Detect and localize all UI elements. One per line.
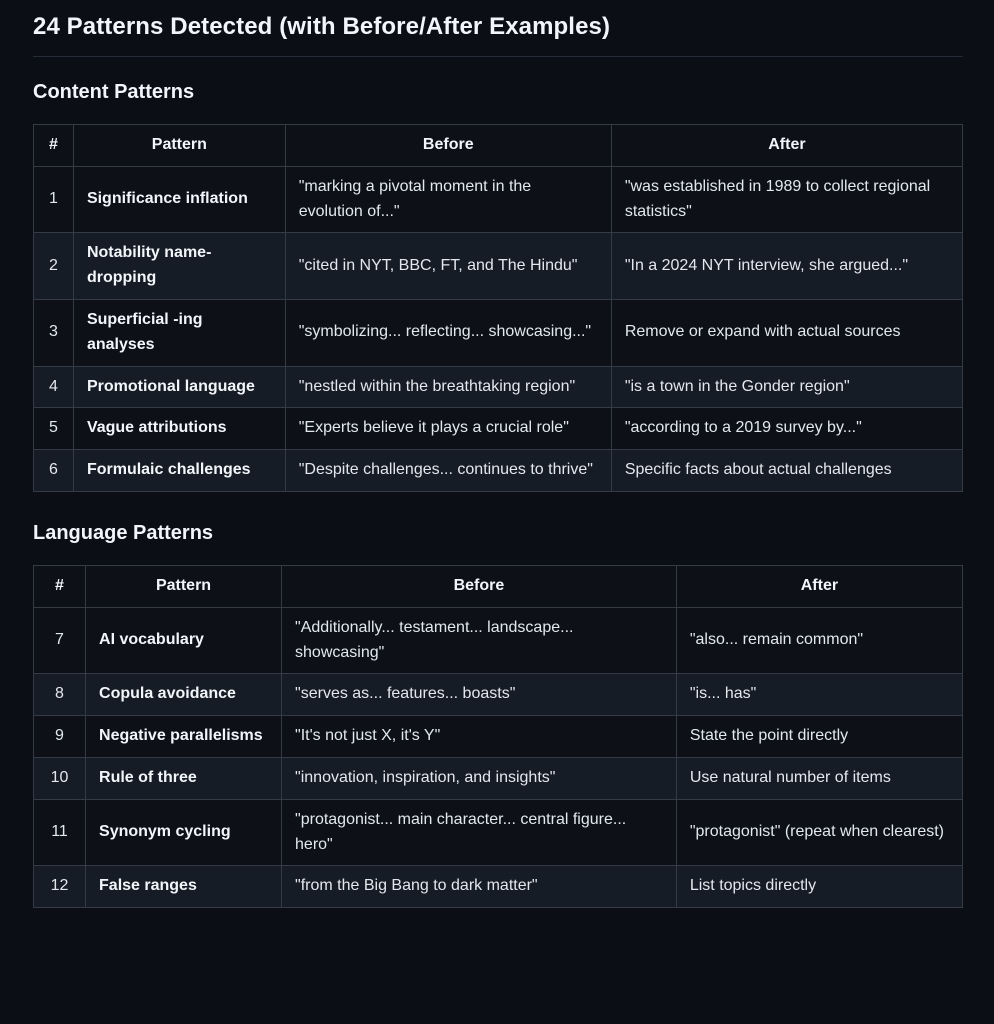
column-header-after: After	[611, 125, 962, 167]
row-number: 3	[34, 299, 74, 366]
after-cell: State the point directly	[676, 716, 962, 758]
row-number: 12	[34, 866, 86, 908]
row-number: 10	[34, 757, 86, 799]
language-patterns-table	[33, 565, 963, 908]
table-row	[34, 799, 963, 866]
table-row	[34, 408, 963, 450]
after-cell: "is... has"	[676, 674, 962, 716]
before-cell: "It's not just X, it's Y"	[282, 716, 677, 758]
row-number: 11	[34, 799, 86, 866]
column-header-number: #	[34, 125, 74, 167]
before-cell: "nestled within the breathtaking region"	[285, 366, 611, 408]
table-row	[34, 716, 963, 758]
table-row	[34, 299, 963, 366]
pattern-cell: Significance inflation	[73, 166, 285, 233]
after-cell: "In a 2024 NYT interview, she argued..."	[611, 233, 962, 300]
row-number: 6	[34, 450, 74, 492]
pattern-cell: AI vocabulary	[86, 607, 282, 674]
table-row	[34, 450, 963, 492]
before-cell: "innovation, inspiration, and insights"	[282, 757, 677, 799]
row-number: 8	[34, 674, 86, 716]
row-number: 2	[34, 233, 74, 300]
column-header-before: Before	[282, 565, 677, 607]
table-header	[34, 565, 963, 607]
after-cell: Specific facts about actual challenges	[611, 450, 962, 492]
after-cell: Use natural number of items	[676, 757, 962, 799]
before-cell: "protagonist... main character... central figure... hero"	[282, 799, 677, 866]
table-row	[34, 674, 963, 716]
before-cell: "marking a pivotal moment in the evolution of..."	[285, 166, 611, 233]
before-cell: "Despite challenges... continues to thrive"	[285, 450, 611, 492]
table-row	[34, 607, 963, 674]
pattern-cell: Formulaic challenges	[73, 450, 285, 492]
pattern-cell: Negative parallelisms	[86, 716, 282, 758]
pattern-cell: Rule of three	[86, 757, 282, 799]
before-cell: "serves as... features... boasts"	[282, 674, 677, 716]
content-patterns-table	[33, 124, 963, 492]
row-number: 4	[34, 366, 74, 408]
pattern-cell: Vague attributions	[73, 408, 285, 450]
pattern-cell: Synonym cycling	[86, 799, 282, 866]
before-cell: "cited in NYT, BBC, FT, and The Hindu"	[285, 233, 611, 300]
column-header-pattern: Pattern	[73, 125, 285, 167]
row-number: 7	[34, 607, 86, 674]
table-row	[34, 866, 963, 908]
table-row	[34, 757, 963, 799]
column-header-after: After	[676, 565, 962, 607]
page-title: 24 Patterns Detected (with Before/After Examples)	[33, 12, 963, 57]
after-cell: List topics directly	[676, 866, 962, 908]
before-cell: "Additionally... testament... landscape... showcasing"	[282, 607, 677, 674]
section-heading-language-patterns: Language Patterns	[33, 521, 214, 544]
table-row	[34, 366, 963, 408]
pattern-cell: Copula avoidance	[86, 674, 282, 716]
after-cell: "was established in 1989 to collect regional statistics"	[611, 166, 962, 233]
section-heading-content-patterns: Content Patterns	[33, 81, 195, 103]
after-cell: "is a town in the Gonder region"	[611, 366, 962, 408]
before-cell: "symbolizing... reflecting... showcasing..."	[285, 299, 611, 366]
row-number: 5	[34, 408, 74, 450]
table-row	[34, 166, 963, 233]
row-number: 9	[34, 716, 86, 758]
table-header	[34, 125, 963, 167]
pattern-cell: Notability name-dropping	[73, 233, 285, 300]
after-cell: "also... remain common"	[676, 607, 962, 674]
pattern-cell: Promotional language	[73, 366, 285, 408]
after-cell: "protagonist" (repeat when clearest)	[676, 799, 962, 866]
pattern-cell: Superficial -ing analyses	[73, 299, 285, 366]
before-cell: "from the Big Bang to dark matter"	[282, 866, 677, 908]
before-cell: "Experts believe it plays a crucial role"	[285, 408, 611, 450]
column-header-number: #	[34, 565, 86, 607]
row-number: 1	[34, 166, 74, 233]
after-cell: "according to a 2019 survey by..."	[611, 408, 962, 450]
column-header-pattern: Pattern	[86, 565, 282, 607]
after-cell: Remove or expand with actual sources	[611, 299, 962, 366]
pattern-cell: False ranges	[86, 866, 282, 908]
table-row	[34, 233, 963, 300]
column-header-before: Before	[285, 125, 611, 167]
